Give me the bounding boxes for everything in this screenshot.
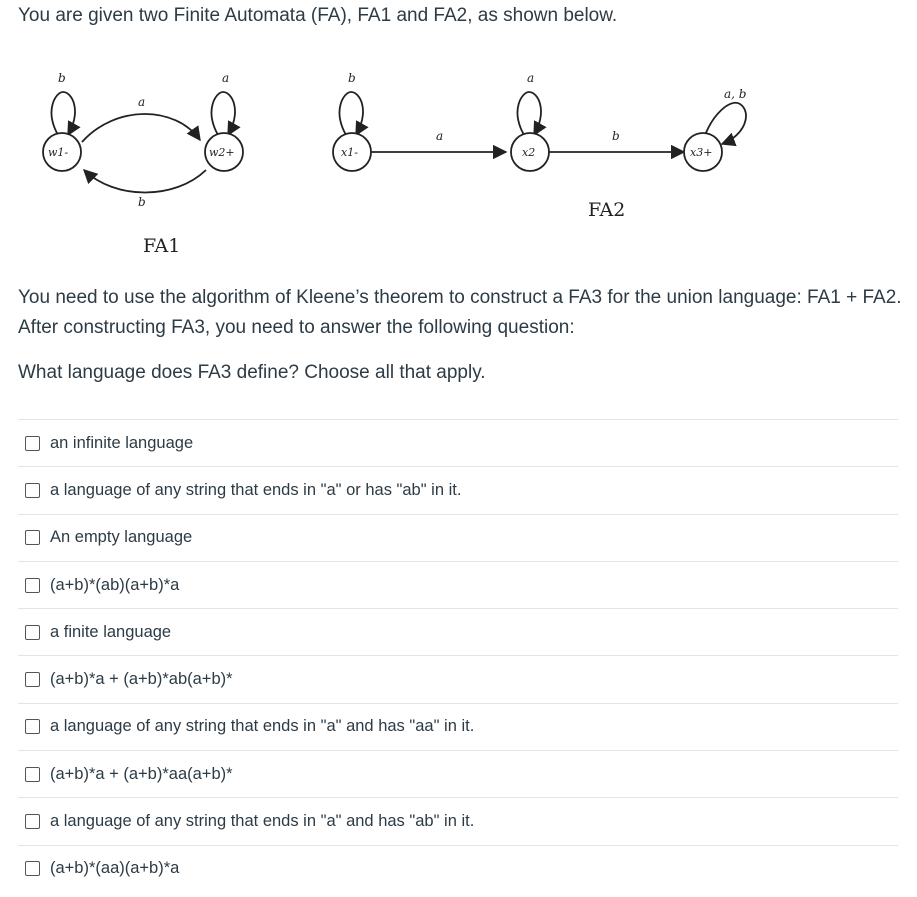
fa1-loop-label-w1: b <box>58 71 66 85</box>
option-label: (a+b)*(ab)(a+b)*a <box>50 575 180 594</box>
checkbox[interactable] <box>25 814 40 829</box>
option-label: (a+b)*a + (a+b)*ab(a+b)* <box>50 670 233 689</box>
option-row[interactable] <box>18 419 898 466</box>
option-label: a finite language <box>50 622 172 641</box>
question-paragraph-1: You need to use the algorithm of Kleene’s theorem to construct a FA3 for the union language: FA1 + FA2. After constructing FA3, you need to answer the following question: <box>18 287 902 338</box>
checkbox[interactable] <box>25 530 40 545</box>
option-row[interactable] <box>18 655 898 702</box>
fa1-edge-label-top: a <box>138 95 146 109</box>
fa2-x1-loop <box>340 92 363 135</box>
option-row[interactable] <box>18 466 898 513</box>
fa2-edge-label-x1-x2: a <box>436 129 444 143</box>
fa2-loop-label-x3: a, b <box>724 87 747 101</box>
checkbox[interactable] <box>25 578 40 593</box>
option-row[interactable] <box>18 514 898 561</box>
fa1-state-w2-label: w2+ <box>209 146 235 159</box>
fa1-edge-bottom <box>84 170 206 193</box>
fa2-state-x3-label: x3+ <box>690 146 713 159</box>
checkbox[interactable] <box>25 625 40 640</box>
checkbox[interactable] <box>25 767 40 782</box>
fa1-w2-loop <box>212 92 235 135</box>
option-row[interactable] <box>18 797 898 844</box>
option-label: a language of any string that ends in "a" and has "aa" in it. <box>50 717 475 736</box>
checkbox[interactable] <box>25 436 40 451</box>
option-label: (a+b)*a + (a+b)*aa(a+b)* <box>50 764 233 783</box>
fa2-loop-label-x2: a <box>527 71 535 85</box>
option-row[interactable] <box>18 561 898 608</box>
checkbox[interactable] <box>25 672 40 687</box>
fa1-w1-loop <box>52 92 75 135</box>
checkbox[interactable] <box>25 483 40 498</box>
question-prompt: What language does FA3 define? Choose all that apply. <box>18 362 486 383</box>
checkbox[interactable] <box>25 861 40 876</box>
option-row[interactable] <box>18 845 898 892</box>
fa2-diagram <box>333 92 746 171</box>
fa2-edge-label-x2-x3: b <box>612 129 620 143</box>
option-row[interactable] <box>18 608 898 655</box>
fa2-state-x1-label: x1- <box>341 146 358 159</box>
automata-diagram <box>0 60 917 270</box>
option-row[interactable] <box>18 750 898 797</box>
option-label: an infinite language <box>50 433 194 452</box>
answer-options <box>18 419 898 892</box>
fa1-edge-label-bottom: b <box>138 195 146 209</box>
fa2-x2-loop <box>518 92 541 135</box>
fa1-state-w1-label: w1- <box>48 146 69 159</box>
option-label: a language of any string that ends in "a" and has "ab" in it. <box>50 812 475 831</box>
fa1-edge-top <box>82 114 200 142</box>
fa2-state-x2-label: x2 <box>522 146 536 159</box>
checkbox[interactable] <box>25 719 40 734</box>
option-label: a language of any string that ends in "a" or has "ab" in it. <box>50 480 462 499</box>
option-label: An empty language <box>50 528 193 547</box>
fa1-loop-label-w2: a <box>222 71 230 85</box>
option-label: (a+b)*(aa)(a+b)*a <box>50 859 180 878</box>
question-intro: You are given two Finite Automata (FA), FA1 and FA2, as shown below. <box>18 5 618 26</box>
option-row[interactable] <box>18 703 898 750</box>
fa1-caption: FA1 <box>143 235 181 257</box>
fa2-loop-label-x1: b <box>348 71 356 85</box>
fa2-caption: FA2 <box>588 199 626 221</box>
